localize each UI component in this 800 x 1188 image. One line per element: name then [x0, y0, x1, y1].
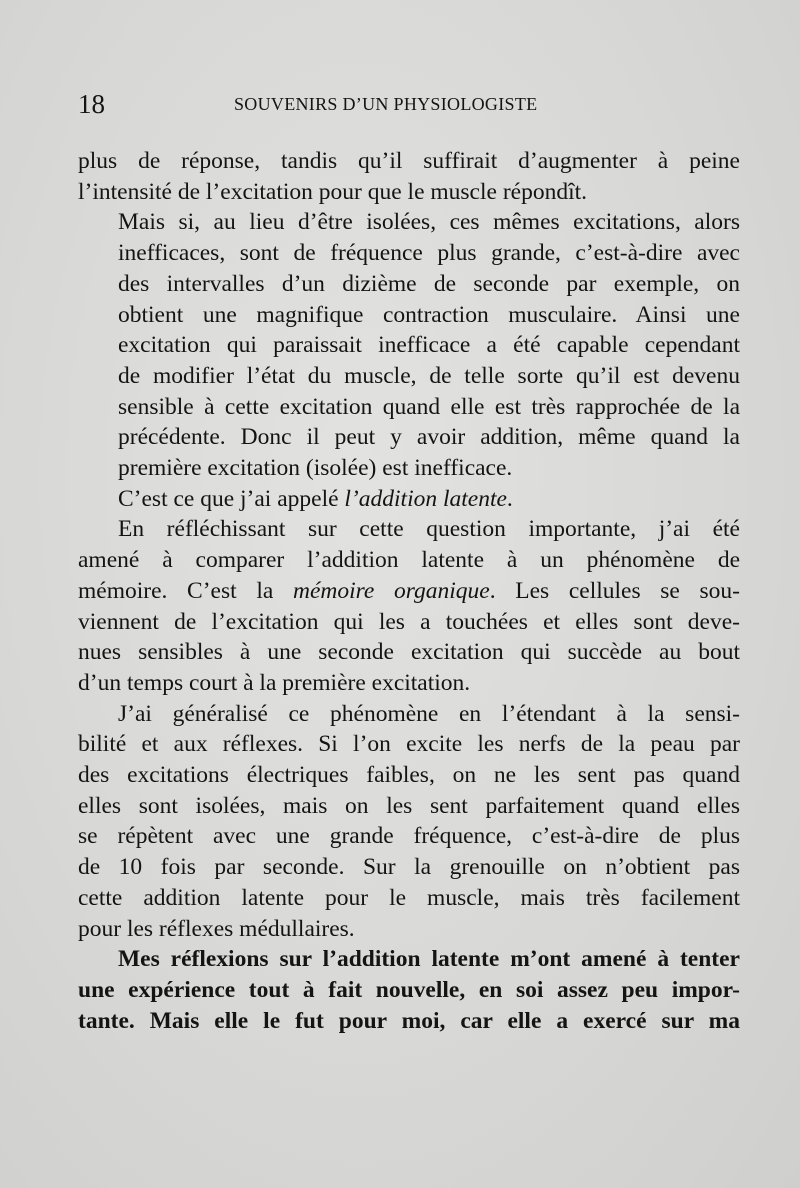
paragraph-5: [78, 699, 740, 945]
text-line: d’un temps court à la première excitation.: [78, 669, 471, 696]
text-fragment: . Les cellules se sou-: [489, 577, 740, 604]
text-line: Mais si, au lieu d’être isolées, ces mêmes excitations, alors: [118, 209, 740, 236]
page-header: [78, 88, 740, 120]
paragraph-1: [78, 146, 740, 207]
text-line: [78, 576, 740, 607]
text-line: obtient une magnifique contraction musculaire. Ainsi une: [118, 301, 740, 328]
text-line: de modifier l’état du muscle, de telle sorte qu’il est devenu: [118, 362, 740, 389]
text-fragment: mémoire. C’est la: [78, 577, 274, 604]
paragraph-3: [78, 484, 740, 515]
body-text: [78, 146, 740, 1036]
emphasis-term: l’addition latente: [344, 485, 507, 512]
text-line: tante. Mais elle le fut pour moi, car elle a exercé sur ma: [78, 1007, 740, 1034]
text-line: de 10 fois par seconde. Sur la grenouille on n’obtient pas: [78, 854, 740, 881]
text-line: amené à comparer l’addition latente à un phénomène de: [78, 547, 740, 574]
emphasis-term: mémoire organique: [292, 577, 490, 604]
paragraph-4: [78, 514, 740, 698]
paragraph-2: [78, 207, 740, 483]
text-line: En réfléchissant sur cette question importante, j’ai été: [118, 516, 740, 543]
text-line: inefficaces, sont de fréquence plus grande, c’est-à-dire avec: [118, 240, 740, 267]
running-title: SOUVENIRS D’UN PHYSIOLOGISTE: [234, 94, 538, 114]
text-line: précédente. Donc il peut y avoir addition, même quand la: [118, 424, 740, 451]
text-line: première excitation (isolée) est inefficace.: [118, 455, 513, 482]
text-fragment: C’est ce que j’ai appelé: [118, 485, 339, 512]
text-line: [78, 484, 740, 515]
text-line: pour les réflexes médullaires.: [78, 915, 355, 942]
text-line: excitation qui paraissait inefficace a été capable cependant: [118, 332, 740, 359]
page-number: 18: [78, 89, 105, 119]
paragraph-6: [78, 944, 740, 1036]
text-line: l’intensité de l’excitation pour que le muscle répondît.: [78, 178, 588, 205]
text-line: elles sont isolées, mais on les sent parfaitement quand elles: [78, 792, 740, 819]
text-line: J’ai généralisé ce phénomène en l’étendant à la sensi-: [118, 700, 740, 727]
text-line: bilité et aux réflexes. Si l’on excite les nerfs de la peau par: [78, 731, 740, 758]
text-fragment: .: [506, 485, 513, 512]
text-line: sensible à cette excitation quand elle est très rapprochée de la: [118, 393, 740, 420]
text-line: viennent de l’excitation qui les a touchées et elles sont deve-: [78, 608, 740, 635]
text-line: des excitations électriques faibles, on ne les sent pas quand: [78, 762, 740, 789]
text-line: Mes réflexions sur l’addition latente m’ont amené à tenter: [118, 946, 740, 973]
text-line: nues sensibles à une seconde excitation qui succède au bout: [78, 639, 740, 666]
text-line: plus de réponse, tandis qu’il suffirait d’augmenter à peine: [78, 148, 740, 174]
text-line: des intervalles d’un dizième de seconde par exemple, on: [118, 270, 740, 297]
text-line: se répètent avec une grande fréquence, c’est-à-dire de plus: [78, 823, 740, 850]
text-line: une expérience tout à fait nouvelle, en soi assez peu impor-: [78, 976, 740, 1003]
text-line: cette addition latente pour le muscle, mais très facilement: [78, 884, 740, 911]
